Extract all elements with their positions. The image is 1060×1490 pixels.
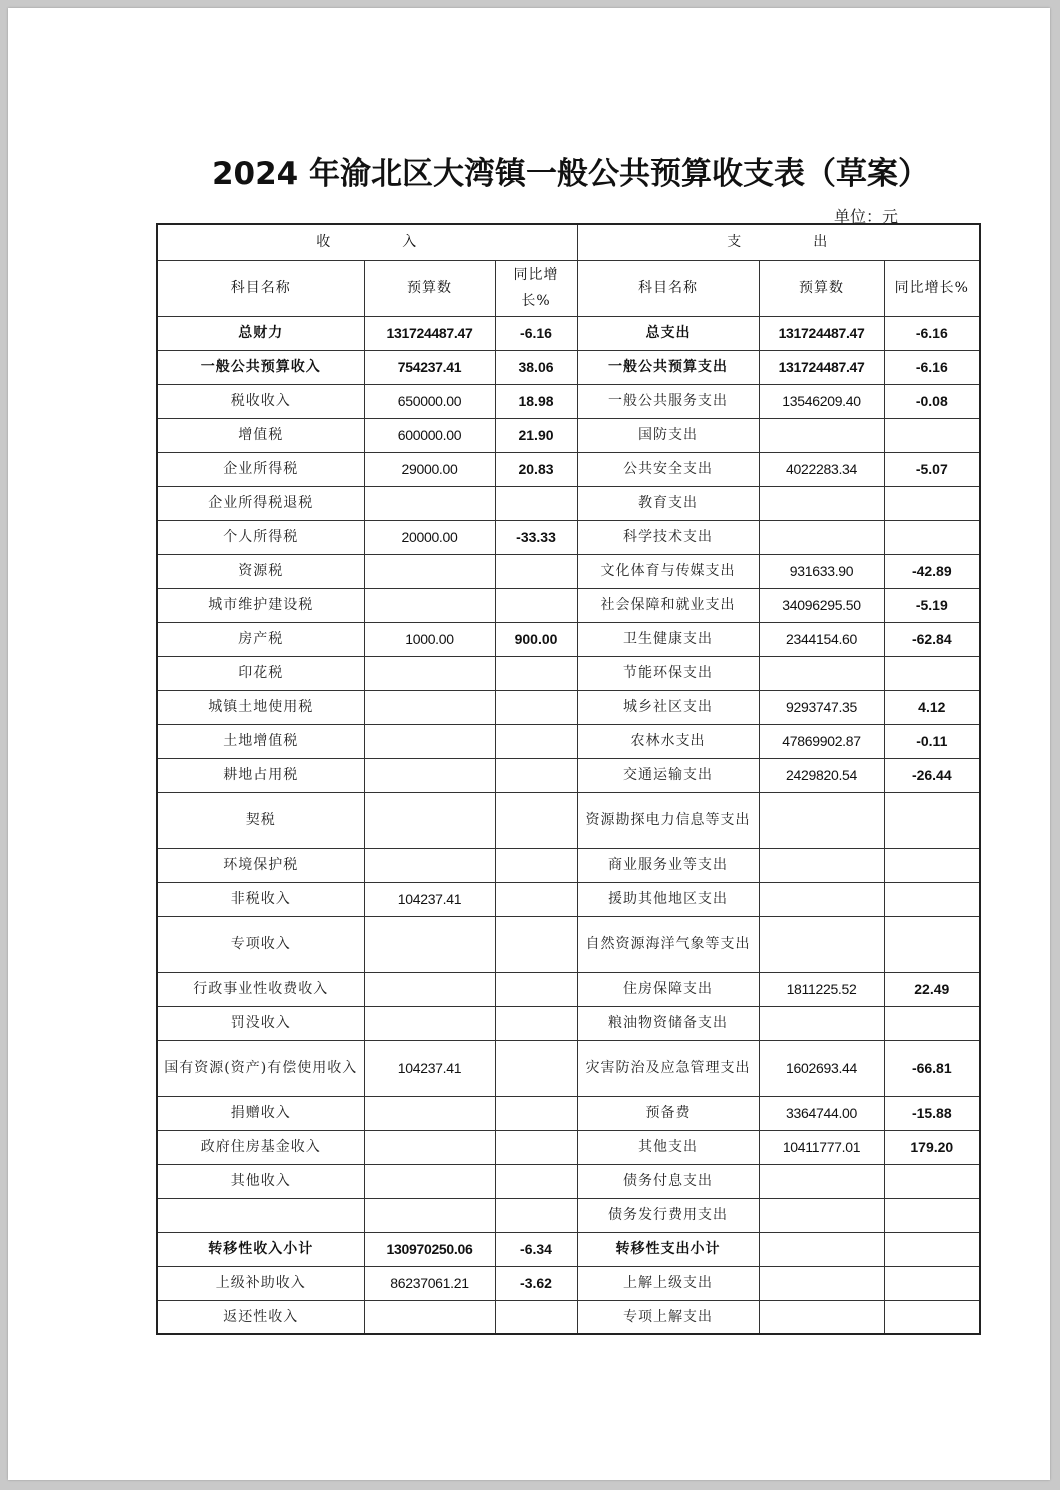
- expense-name-cell: 上解上级支出: [577, 1266, 759, 1300]
- expense-yoy-cell: -0.11: [884, 724, 980, 758]
- expense-yoy-cell: -6.16: [884, 316, 980, 350]
- expense-name-cell: 国防支出: [577, 418, 759, 452]
- section-header-row: [157, 224, 980, 260]
- table-row: [157, 520, 980, 554]
- income-name-cell: 罚没收入: [157, 1006, 364, 1040]
- expense-budget-cell: [759, 1300, 884, 1334]
- table-row: [157, 1300, 980, 1334]
- income-budget-cell: [364, 916, 495, 972]
- expense-budget-cell: [759, 882, 884, 916]
- income-yoy-cell: [495, 656, 577, 690]
- expense-yoy-cell: -62.84: [884, 622, 980, 656]
- income-name-cell: 土地增值税: [157, 724, 364, 758]
- income-name-cell: 国有资源(资产)有偿使用收入: [157, 1040, 364, 1096]
- income-yoy-cell: [495, 972, 577, 1006]
- income-budget-cell: 754237.41: [364, 350, 495, 384]
- expense-yoy-cell: [884, 1198, 980, 1232]
- income-budget-cell: [364, 1006, 495, 1040]
- expense-yoy-cell: [884, 520, 980, 554]
- income-budget-cell: 104237.41: [364, 1040, 495, 1096]
- income-budget-cell: [364, 588, 495, 622]
- expense-name-cell: 科学技术支出: [577, 520, 759, 554]
- header-expense-yoy: 同比增长%: [884, 260, 980, 316]
- expense-yoy-cell: [884, 1006, 980, 1040]
- expense-budget-cell: 4022283.34: [759, 452, 884, 486]
- header-income-name: 科目名称: [157, 260, 364, 316]
- income-yoy-cell: [495, 1040, 577, 1096]
- table-row: [157, 554, 980, 588]
- expense-name-cell: 交通运输支出: [577, 758, 759, 792]
- expense-name-cell: 卫生健康支出: [577, 622, 759, 656]
- expense-name-cell: 一般公共预算支出: [577, 350, 759, 384]
- expense-budget-cell: [759, 1164, 884, 1198]
- income-yoy-cell: [495, 1096, 577, 1130]
- income-name-cell: 企业所得税: [157, 452, 364, 486]
- income-name-cell: 专项收入: [157, 916, 364, 972]
- expense-yoy-cell: [884, 848, 980, 882]
- header-income-budget: 预算数: [364, 260, 495, 316]
- expense-budget-cell: 131724487.47: [759, 316, 884, 350]
- expense-budget-cell: [759, 418, 884, 452]
- table-row: [157, 972, 980, 1006]
- expense-name-cell: 灾害防治及应急管理支出: [577, 1040, 759, 1096]
- table-row: [157, 690, 980, 724]
- expense-budget-cell: 13546209.40: [759, 384, 884, 418]
- income-name-cell: 城市维护建设税: [157, 588, 364, 622]
- header-expense-name: 科目名称: [577, 260, 759, 316]
- table-row: [157, 1130, 980, 1164]
- expense-yoy-cell: -6.16: [884, 350, 980, 384]
- income-yoy-cell: [495, 882, 577, 916]
- table-row: [157, 1164, 980, 1198]
- expense-budget-cell: [759, 848, 884, 882]
- expense-budget-cell: [759, 1006, 884, 1040]
- expense-budget-cell: 2344154.60: [759, 622, 884, 656]
- income-budget-cell: 86237061.21: [364, 1266, 495, 1300]
- section-income-char-1: 收: [316, 234, 333, 251]
- income-yoy-cell: [495, 486, 577, 520]
- income-yoy-cell: -6.34: [495, 1232, 577, 1266]
- table-row: [157, 882, 980, 916]
- income-name-cell: 印花税: [157, 656, 364, 690]
- table-row: [157, 1040, 980, 1096]
- expense-yoy-cell: -5.19: [884, 588, 980, 622]
- income-budget-cell: 130970250.06: [364, 1232, 495, 1266]
- section-income-char-2: 入: [402, 234, 419, 251]
- income-name-cell: 非税收入: [157, 882, 364, 916]
- income-yoy-cell: [495, 1164, 577, 1198]
- expense-budget-cell: [759, 916, 884, 972]
- income-yoy-cell: [495, 916, 577, 972]
- table-row: [157, 1198, 980, 1232]
- income-yoy-cell: 18.98: [495, 384, 577, 418]
- expense-yoy-cell: 4.12: [884, 690, 980, 724]
- expense-yoy-cell: -15.88: [884, 1096, 980, 1130]
- expense-budget-cell: [759, 792, 884, 848]
- expense-yoy-cell: [884, 1232, 980, 1266]
- section-expense-char-2: 出: [813, 234, 830, 251]
- income-name-cell: 捐赠收入: [157, 1096, 364, 1130]
- income-budget-cell: [364, 1096, 495, 1130]
- expense-name-cell: 文化体育与传媒支出: [577, 554, 759, 588]
- income-yoy-cell: [495, 1130, 577, 1164]
- expense-name-cell: 农林水支出: [577, 724, 759, 758]
- table-row: [157, 486, 980, 520]
- expense-budget-cell: 47869902.87: [759, 724, 884, 758]
- income-yoy-cell: [495, 554, 577, 588]
- header-income-yoy: 同比增长%: [495, 260, 577, 316]
- table-row: [157, 452, 980, 486]
- income-yoy-cell: [495, 1198, 577, 1232]
- income-budget-cell: 104237.41: [364, 882, 495, 916]
- expense-yoy-cell: [884, 1300, 980, 1334]
- section-income-header: [157, 224, 577, 260]
- income-name-cell: 房产税: [157, 622, 364, 656]
- section-expense-char-1: 支: [727, 234, 744, 251]
- income-name-cell: 转移性收入小计: [157, 1232, 364, 1266]
- expense-name-cell: 总支出: [577, 316, 759, 350]
- income-name-cell: 资源税: [157, 554, 364, 588]
- income-budget-cell: 131724487.47: [364, 316, 495, 350]
- table-row: [157, 622, 980, 656]
- expense-yoy-cell: [884, 486, 980, 520]
- income-yoy-cell: [495, 690, 577, 724]
- expense-yoy-cell: [884, 916, 980, 972]
- income-yoy-cell: 21.90: [495, 418, 577, 452]
- expense-name-cell: 债务付息支出: [577, 1164, 759, 1198]
- expense-budget-cell: [759, 1232, 884, 1266]
- income-name-cell: 企业所得税退税: [157, 486, 364, 520]
- expense-name-cell: 住房保障支出: [577, 972, 759, 1006]
- expense-budget-cell: [759, 1266, 884, 1300]
- expense-name-cell: 节能环保支出: [577, 656, 759, 690]
- document-page: [8, 8, 1050, 1480]
- income-yoy-cell: [495, 848, 577, 882]
- income-budget-cell: [364, 1164, 495, 1198]
- income-name-cell: 城镇土地使用税: [157, 690, 364, 724]
- table-row: [157, 724, 980, 758]
- expense-budget-cell: 2429820.54: [759, 758, 884, 792]
- income-yoy-cell: 38.06: [495, 350, 577, 384]
- income-budget-cell: [364, 792, 495, 848]
- income-yoy-cell: 20.83: [495, 452, 577, 486]
- expense-name-cell: 自然资源海洋气象等支出: [577, 916, 759, 972]
- expense-name-cell: 社会保障和就业支出: [577, 588, 759, 622]
- expense-name-cell: 粮油物资储备支出: [577, 1006, 759, 1040]
- expense-budget-cell: 1602693.44: [759, 1040, 884, 1096]
- expense-yoy-cell: -66.81: [884, 1040, 980, 1096]
- income-name-cell: 政府住房基金收入: [157, 1130, 364, 1164]
- table-row: [157, 792, 980, 848]
- income-budget-cell: [364, 848, 495, 882]
- income-yoy-cell: -6.16: [495, 316, 577, 350]
- header-expense-budget: 预算数: [759, 260, 884, 316]
- expense-name-cell: 专项上解支出: [577, 1300, 759, 1334]
- expense-name-cell: 其他支出: [577, 1130, 759, 1164]
- expense-budget-cell: [759, 520, 884, 554]
- expense-yoy-cell: [884, 882, 980, 916]
- income-budget-cell: 600000.00: [364, 418, 495, 452]
- expense-name-cell: 商业服务业等支出: [577, 848, 759, 882]
- table-row: [157, 1232, 980, 1266]
- income-yoy-cell: -33.33: [495, 520, 577, 554]
- table-row: [157, 316, 980, 350]
- expense-name-cell: 债务发行费用支出: [577, 1198, 759, 1232]
- expense-yoy-cell: [884, 418, 980, 452]
- expense-budget-cell: 1811225.52: [759, 972, 884, 1006]
- expense-budget-cell: [759, 1198, 884, 1232]
- income-name-cell: 其他收入: [157, 1164, 364, 1198]
- section-expense-header: [577, 224, 980, 260]
- income-budget-cell: [364, 972, 495, 1006]
- column-header-row: [157, 260, 980, 316]
- income-budget-cell: [364, 724, 495, 758]
- income-name-cell: 耕地占用税: [157, 758, 364, 792]
- income-name-cell: 环境保护税: [157, 848, 364, 882]
- expense-budget-cell: 931633.90: [759, 554, 884, 588]
- expense-name-cell: 资源勘探电力信息等支出: [577, 792, 759, 848]
- income-yoy-cell: [495, 1300, 577, 1334]
- income-yoy-cell: [495, 724, 577, 758]
- expense-name-cell: 教育支出: [577, 486, 759, 520]
- table-row: [157, 656, 980, 690]
- income-budget-cell: [364, 1300, 495, 1334]
- table-row: [157, 350, 980, 384]
- income-name-cell: 个人所得税: [157, 520, 364, 554]
- income-budget-cell: [364, 656, 495, 690]
- expense-name-cell: 转移性支出小计: [577, 1232, 759, 1266]
- expense-yoy-cell: [884, 1266, 980, 1300]
- expense-yoy-cell: 22.49: [884, 972, 980, 1006]
- income-name-cell: 契税: [157, 792, 364, 848]
- income-yoy-cell: -3.62: [495, 1266, 577, 1300]
- income-budget-cell: [364, 1198, 495, 1232]
- income-budget-cell: [364, 554, 495, 588]
- budget-table: [156, 223, 981, 1335]
- income-budget-cell: [364, 758, 495, 792]
- income-budget-cell: [364, 486, 495, 520]
- income-name-cell: 一般公共预算收入: [157, 350, 364, 384]
- expense-budget-cell: 10411777.01: [759, 1130, 884, 1164]
- expense-yoy-cell: 179.20: [884, 1130, 980, 1164]
- income-name-cell: 税收收入: [157, 384, 364, 418]
- income-name-cell: 上级补助收入: [157, 1266, 364, 1300]
- expense-budget-cell: 131724487.47: [759, 350, 884, 384]
- expense-name-cell: 一般公共服务支出: [577, 384, 759, 418]
- expense-yoy-cell: -5.07: [884, 452, 980, 486]
- unit-label: 单位：元: [834, 207, 899, 226]
- table-row: [157, 1266, 980, 1300]
- expense-yoy-cell: [884, 1164, 980, 1198]
- expense-name-cell: 公共安全支出: [577, 452, 759, 486]
- expense-yoy-cell: -42.89: [884, 554, 980, 588]
- expense-yoy-cell: [884, 792, 980, 848]
- table-body: [157, 316, 980, 1334]
- income-name-cell: 返还性收入: [157, 1300, 364, 1334]
- table-row: [157, 1006, 980, 1040]
- income-budget-cell: [364, 690, 495, 724]
- table-row: [157, 384, 980, 418]
- income-budget-cell: 29000.00: [364, 452, 495, 486]
- income-yoy-cell: [495, 758, 577, 792]
- income-budget-cell: 1000.00: [364, 622, 495, 656]
- expense-budget-cell: 9293747.35: [759, 690, 884, 724]
- expense-budget-cell: 34096295.50: [759, 588, 884, 622]
- expense-yoy-cell: -26.44: [884, 758, 980, 792]
- table-row: [157, 418, 980, 452]
- table-row: [157, 1096, 980, 1130]
- income-name-cell: 行政事业性收费收入: [157, 972, 364, 1006]
- table-row: [157, 916, 980, 972]
- income-name-cell: [157, 1198, 364, 1232]
- expense-budget-cell: [759, 486, 884, 520]
- expense-name-cell: 援助其他地区支出: [577, 882, 759, 916]
- document-title: 2024 年渝北区大湾镇一般公共预算收支表（草案）: [211, 156, 930, 192]
- income-budget-cell: [364, 1130, 495, 1164]
- income-yoy-cell: [495, 1006, 577, 1040]
- income-name-cell: 增值税: [157, 418, 364, 452]
- expense-name-cell: 预备费: [577, 1096, 759, 1130]
- income-name-cell: 总财力: [157, 316, 364, 350]
- income-yoy-cell: [495, 792, 577, 848]
- income-yoy-cell: 900.00: [495, 622, 577, 656]
- table-row: [157, 758, 980, 792]
- income-budget-cell: 650000.00: [364, 384, 495, 418]
- expense-name-cell: 城乡社区支出: [577, 690, 759, 724]
- table-row: [157, 588, 980, 622]
- expense-yoy-cell: [884, 656, 980, 690]
- expense-budget-cell: 3364744.00: [759, 1096, 884, 1130]
- expense-budget-cell: [759, 656, 884, 690]
- expense-yoy-cell: -0.08: [884, 384, 980, 418]
- income-budget-cell: 20000.00: [364, 520, 495, 554]
- income-yoy-cell: [495, 588, 577, 622]
- table-row: [157, 848, 980, 882]
